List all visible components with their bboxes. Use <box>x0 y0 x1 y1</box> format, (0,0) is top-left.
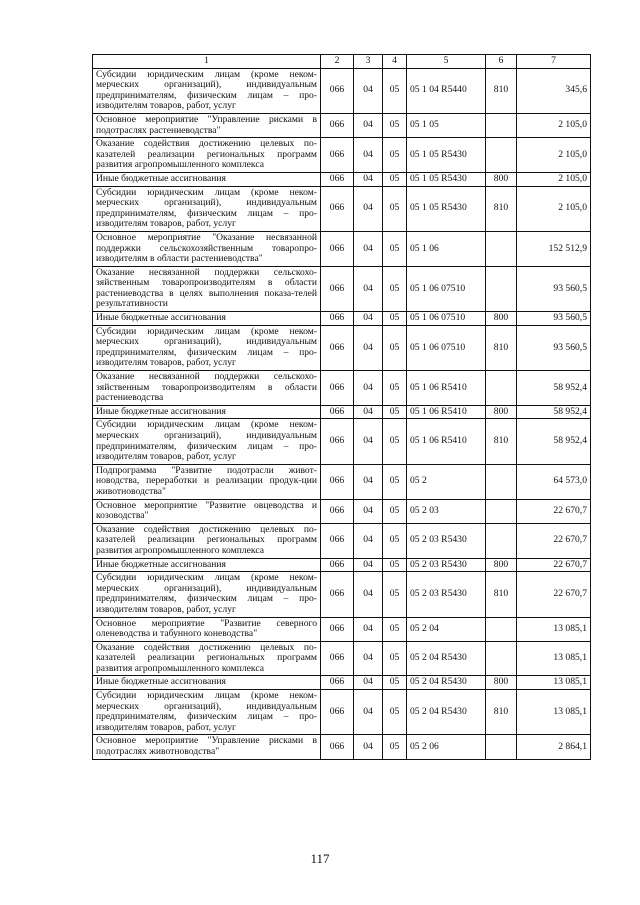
amount: 13 085,1 <box>517 617 591 641</box>
page-number: 117 <box>310 851 330 866</box>
amount: 22 670,7 <box>517 523 591 558</box>
row-name: Оказание содействия достижению целевых по-казателей реализации региональных программ развития агропромышленного комплекса <box>93 523 321 558</box>
ministry-code: 066 <box>321 641 354 676</box>
ministry-code: 066 <box>321 325 354 370</box>
row-name: Оказание несвязанной поддержки сельскохо-зяйственным товаропроизводителям в области растениеводства в целях выполнения показа-телей результативности <box>93 266 321 311</box>
expense-type-code <box>486 266 517 311</box>
row-name: Субсидии юридическим лицам (кроме неком-мерческих организаций), индивидуальным предпринимателям, физическим лицам – про-изводителям товаров, работ, услуг <box>93 690 321 735</box>
subsection-code: 05 <box>383 735 407 759</box>
expense-type-code <box>486 464 517 499</box>
row-name: Оказание содействия достижению целевых по-казателей реализации региональных программ развития агропромышленного комплекса <box>93 641 321 676</box>
header-row <box>93 55 591 69</box>
ministry-code: 066 <box>321 676 354 690</box>
amount: 64 573,0 <box>517 464 591 499</box>
table-row <box>93 405 591 419</box>
expense-type-code: 810 <box>486 419 517 464</box>
section-code: 04 <box>354 325 383 370</box>
table-row <box>93 735 591 759</box>
subsection-code: 05 <box>383 572 407 617</box>
section-code: 04 <box>354 371 383 406</box>
table-row <box>93 558 591 572</box>
amount: 345,6 <box>517 68 591 113</box>
column-header: 6 <box>486 55 517 69</box>
ministry-code: 066 <box>321 312 354 326</box>
section-code: 04 <box>354 558 383 572</box>
table-row <box>93 325 591 370</box>
table-row <box>93 371 591 406</box>
ministry-code: 066 <box>321 113 354 137</box>
table-row <box>93 617 591 641</box>
amount: 2 105,0 <box>517 113 591 137</box>
section-code: 04 <box>354 138 383 173</box>
ministry-code: 066 <box>321 558 354 572</box>
amount: 152 512,9 <box>517 231 591 266</box>
expense-type-code <box>486 138 517 173</box>
row-name: Иные бюджетные ассигнования <box>93 172 321 186</box>
section-code: 04 <box>354 499 383 523</box>
section-code: 04 <box>354 266 383 311</box>
table-row <box>93 499 591 523</box>
target-code: 05 2 04 R5430 <box>407 641 486 676</box>
target-code: 05 1 06 R5410 <box>407 371 486 406</box>
column-header: 1 <box>93 55 321 69</box>
row-name: Субсидии юридическим лицам (кроме неком-мерческих организаций), индивидуальным предпринимателям, физическим лицам – про-изводителям товаров, работ, услуг <box>93 325 321 370</box>
expense-type-code: 810 <box>486 572 517 617</box>
row-name: Иные бюджетные ассигнования <box>93 558 321 572</box>
subsection-code: 05 <box>383 690 407 735</box>
expense-type-code: 810 <box>486 690 517 735</box>
expense-type-code <box>486 231 517 266</box>
section-code: 04 <box>354 419 383 464</box>
section-code: 04 <box>354 572 383 617</box>
row-name: Оказание содействия достижению целевых по-казателей реализации региональных программ развития агропромышленного комплекса <box>93 138 321 173</box>
table-row <box>93 676 591 690</box>
ministry-code: 066 <box>321 735 354 759</box>
budget-table-wrapper <box>92 54 590 760</box>
amount: 2 105,0 <box>517 138 591 173</box>
row-name: Иные бюджетные ассигнования <box>93 312 321 326</box>
expense-type-code <box>486 641 517 676</box>
target-code: 05 2 04 R5430 <box>407 690 486 735</box>
expense-type-code: 800 <box>486 676 517 690</box>
target-code: 05 2 03 R5430 <box>407 572 486 617</box>
expense-type-code <box>486 735 517 759</box>
expense-type-code <box>486 523 517 558</box>
row-name: Иные бюджетные ассигнования <box>93 405 321 419</box>
section-code: 04 <box>354 231 383 266</box>
subsection-code: 05 <box>383 523 407 558</box>
table-row <box>93 68 591 113</box>
ministry-code: 066 <box>321 68 354 113</box>
table-row <box>93 312 591 326</box>
target-code: 05 1 05 R5430 <box>407 138 486 173</box>
row-name: Основное мероприятие "Развитие северного оленеводства и табунного коневодства" <box>93 617 321 641</box>
budget-table <box>92 54 591 760</box>
section-code: 04 <box>354 523 383 558</box>
section-code: 04 <box>354 676 383 690</box>
column-header: 4 <box>383 55 407 69</box>
section-code: 04 <box>354 312 383 326</box>
ministry-code: 066 <box>321 266 354 311</box>
target-code: 05 1 05 R5430 <box>407 186 486 231</box>
section-code: 04 <box>354 186 383 231</box>
column-header: 3 <box>354 55 383 69</box>
row-name: Основное мероприятие "Развитие овцеводства и козоводства" <box>93 499 321 523</box>
ministry-code: 066 <box>321 172 354 186</box>
column-header: 2 <box>321 55 354 69</box>
amount: 93 560,5 <box>517 325 591 370</box>
target-code: 05 1 06 <box>407 231 486 266</box>
table-row <box>93 186 591 231</box>
subsection-code: 05 <box>383 419 407 464</box>
section-code: 04 <box>354 172 383 186</box>
amount: 13 085,1 <box>517 690 591 735</box>
target-code: 05 1 04 R5440 <box>407 68 486 113</box>
expense-type-code: 800 <box>486 172 517 186</box>
section-code: 04 <box>354 405 383 419</box>
table-body <box>93 68 591 759</box>
row-name: Иные бюджетные ассигнования <box>93 676 321 690</box>
section-code: 04 <box>354 464 383 499</box>
ministry-code: 066 <box>321 231 354 266</box>
expense-type-code: 800 <box>486 405 517 419</box>
amount: 58 952,4 <box>517 419 591 464</box>
subsection-code: 05 <box>383 266 407 311</box>
row-name: Субсидии юридическим лицам (кроме неком-мерческих организаций), индивидуальным предпринимателям, физическим лицам – про-изводителям товаров, работ, услуг <box>93 419 321 464</box>
target-code: 05 1 06 R5410 <box>407 419 486 464</box>
section-code: 04 <box>354 68 383 113</box>
subsection-code: 05 <box>383 558 407 572</box>
target-code: 05 2 03 <box>407 499 486 523</box>
expense-type-code <box>486 617 517 641</box>
amount: 93 560,5 <box>517 266 591 311</box>
target-code: 05 1 06 R5410 <box>407 405 486 419</box>
target-code: 05 1 05 R5430 <box>407 172 486 186</box>
table-row <box>93 231 591 266</box>
row-name: Субсидии юридическим лицам (кроме неком-мерческих организаций), индивидуальным предпринимателям, физическим лицам – про-изводителям товаров, работ, услуг <box>93 68 321 113</box>
table-row <box>93 113 591 137</box>
amount: 2 864,1 <box>517 735 591 759</box>
row-name: Основное мероприятие "Оказание несвязанной поддержки сельскохозяйственным товаропро-изводителям в области растениеводства" <box>93 231 321 266</box>
expense-type-code: 810 <box>486 325 517 370</box>
target-code: 05 2 06 <box>407 735 486 759</box>
expense-type-code: 810 <box>486 68 517 113</box>
subsection-code: 05 <box>383 138 407 173</box>
ministry-code: 066 <box>321 186 354 231</box>
row-name: Подпрограмма "Развитие подотрасли живот-новодства, переработки и реализации продук-ции животноводства" <box>93 464 321 499</box>
section-code: 04 <box>354 617 383 641</box>
table-row <box>93 138 591 173</box>
target-code: 05 1 05 <box>407 113 486 137</box>
amount: 22 670,7 <box>517 572 591 617</box>
amount: 58 952,4 <box>517 405 591 419</box>
ministry-code: 066 <box>321 690 354 735</box>
table-row <box>93 419 591 464</box>
section-code: 04 <box>354 735 383 759</box>
target-code: 05 2 03 R5430 <box>407 523 486 558</box>
ministry-code: 066 <box>321 405 354 419</box>
amount: 2 105,0 <box>517 172 591 186</box>
subsection-code: 05 <box>383 641 407 676</box>
amount: 93 560,5 <box>517 312 591 326</box>
amount: 58 952,4 <box>517 371 591 406</box>
column-header: 7 <box>517 55 591 69</box>
table-row <box>93 641 591 676</box>
subsection-code: 05 <box>383 312 407 326</box>
amount: 22 670,7 <box>517 499 591 523</box>
amount: 13 085,1 <box>517 641 591 676</box>
subsection-code: 05 <box>383 405 407 419</box>
subsection-code: 05 <box>383 325 407 370</box>
expense-type-code <box>486 113 517 137</box>
target-code: 05 2 04 R5430 <box>407 676 486 690</box>
row-name: Основное мероприятие "Управление рисками в подотраслях животноводства" <box>93 735 321 759</box>
expense-type-code <box>486 499 517 523</box>
section-code: 04 <box>354 113 383 137</box>
row-name: Субсидии юридическим лицам (кроме неком-мерческих организаций), индивидуальным предпринимателям, физическим лицам – про-изводителям товаров, работ, услуг <box>93 186 321 231</box>
subsection-code: 05 <box>383 371 407 406</box>
table-row <box>93 266 591 311</box>
subsection-code: 05 <box>383 499 407 523</box>
ministry-code: 066 <box>321 572 354 617</box>
expense-type-code: 810 <box>486 186 517 231</box>
target-code: 05 1 06 07510 <box>407 325 486 370</box>
table-row <box>93 464 591 499</box>
target-code: 05 1 06 07510 <box>407 266 486 311</box>
subsection-code: 05 <box>383 113 407 137</box>
expense-type-code <box>486 371 517 406</box>
row-name: Субсидии юридическим лицам (кроме неком-мерческих организаций), индивидуальным предпринимателям, физическим лицам – про-изводителям товаров, работ, услуг <box>93 572 321 617</box>
amount: 22 670,7 <box>517 558 591 572</box>
expense-type-code: 800 <box>486 558 517 572</box>
target-code: 05 2 03 R5430 <box>407 558 486 572</box>
subsection-code: 05 <box>383 186 407 231</box>
subsection-code: 05 <box>383 617 407 641</box>
row-name: Оказание несвязанной поддержки сельскохо-зяйственным товаропроизводителям в области растениеводства <box>93 371 321 406</box>
section-code: 04 <box>354 641 383 676</box>
target-code: 05 2 04 <box>407 617 486 641</box>
ministry-code: 066 <box>321 138 354 173</box>
ministry-code: 066 <box>321 464 354 499</box>
table-row <box>93 172 591 186</box>
ministry-code: 066 <box>321 499 354 523</box>
target-code: 05 2 <box>407 464 486 499</box>
table-row <box>93 690 591 735</box>
table-row <box>93 523 591 558</box>
expense-type-code: 800 <box>486 312 517 326</box>
amount: 2 105,0 <box>517 186 591 231</box>
ministry-code: 066 <box>321 523 354 558</box>
table-row <box>93 572 591 617</box>
subsection-code: 05 <box>383 172 407 186</box>
subsection-code: 05 <box>383 676 407 690</box>
subsection-code: 05 <box>383 464 407 499</box>
section-code: 04 <box>354 690 383 735</box>
target-code: 05 1 06 07510 <box>407 312 486 326</box>
column-header: 5 <box>407 55 486 69</box>
ministry-code: 066 <box>321 371 354 406</box>
ministry-code: 066 <box>321 419 354 464</box>
subsection-code: 05 <box>383 231 407 266</box>
row-name: Основное мероприятие "Управление рисками в подотраслях растениеводства" <box>93 113 321 137</box>
ministry-code: 066 <box>321 617 354 641</box>
subsection-code: 05 <box>383 68 407 113</box>
amount: 13 085,1 <box>517 676 591 690</box>
